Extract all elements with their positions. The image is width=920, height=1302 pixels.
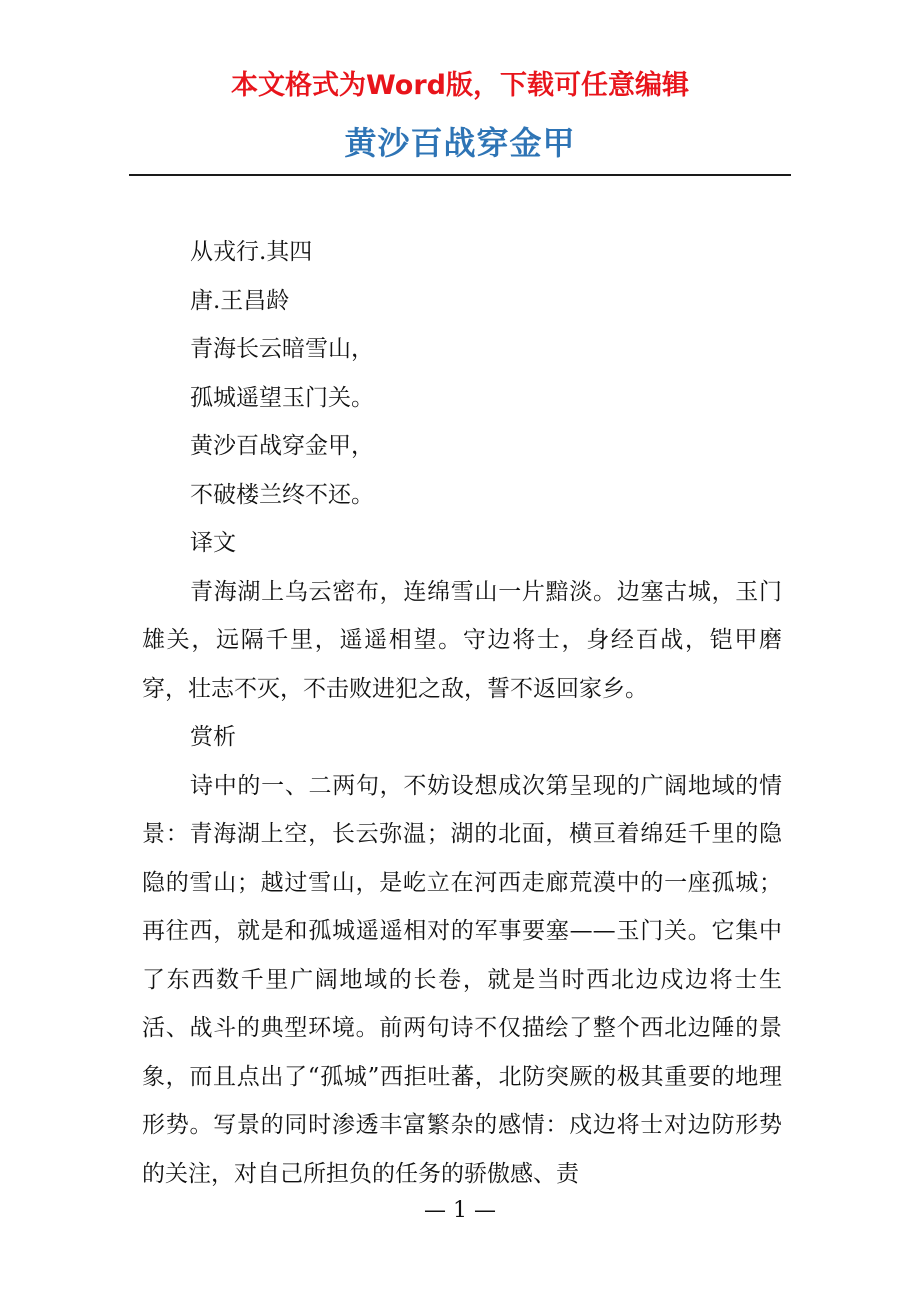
translation-paragraph: 青海湖上乌云密布，连绵雪山一片黯淡。边塞古城，玉门雄关，远隔千里，遥遥相望。守边将士，身经百战，铠甲磨穿，壮志不灭，不击败进犯之敌，誓不返回家乡。 xyxy=(142,578,782,702)
page-number: — 1 — xyxy=(424,1198,496,1223)
document-title: 黄沙百战穿金甲 xyxy=(344,124,576,162)
poem-line: 孤城遥望玉门关。 xyxy=(190,384,374,411)
document-body xyxy=(142,228,782,1198)
poem-title: 从戎行.其四 xyxy=(190,239,313,265)
header-divider xyxy=(129,174,791,176)
translation-heading: 译文 xyxy=(190,530,236,556)
appreciation-heading: 赏析 xyxy=(190,724,236,750)
appreciation-paragraph: 诗中的一、二两句，不妨设想成次第呈现的广阔地域的情景：青海湖上空，长云弥温；湖的北面，横亘着绵廷千里的隐隐的雪山；越过雪山，是屹立在河西走廊荒漠中的一座孤城；再往西，就是和孤城遥遥相对的军事要塞——玉门关。它集中了东西数千里广阔地域的长卷，就是当时西北边戍边将士生活、战斗的典型环境。前两句诗不仅描绘了整个西北边陲的景象，而且点出了“孤城”西拒吐蕃，北防突厥的极其重要的地理形势。写景的同时渗透丰富繁杂的感情：戍边将士对边防形势的关注，对自己所担负的任务的骄傲感、责 xyxy=(142,772,782,1187)
poem-author: 唐.王昌龄 xyxy=(190,287,290,314)
poem-line: 不破楼兰终不还。 xyxy=(190,481,374,508)
header-banner: 本文格式为Word版，下载可任意编辑 xyxy=(230,70,689,101)
poem-line: 青海长云暗雪山， xyxy=(190,336,374,362)
poem-line: 黄沙百战穿金甲， xyxy=(190,433,374,459)
